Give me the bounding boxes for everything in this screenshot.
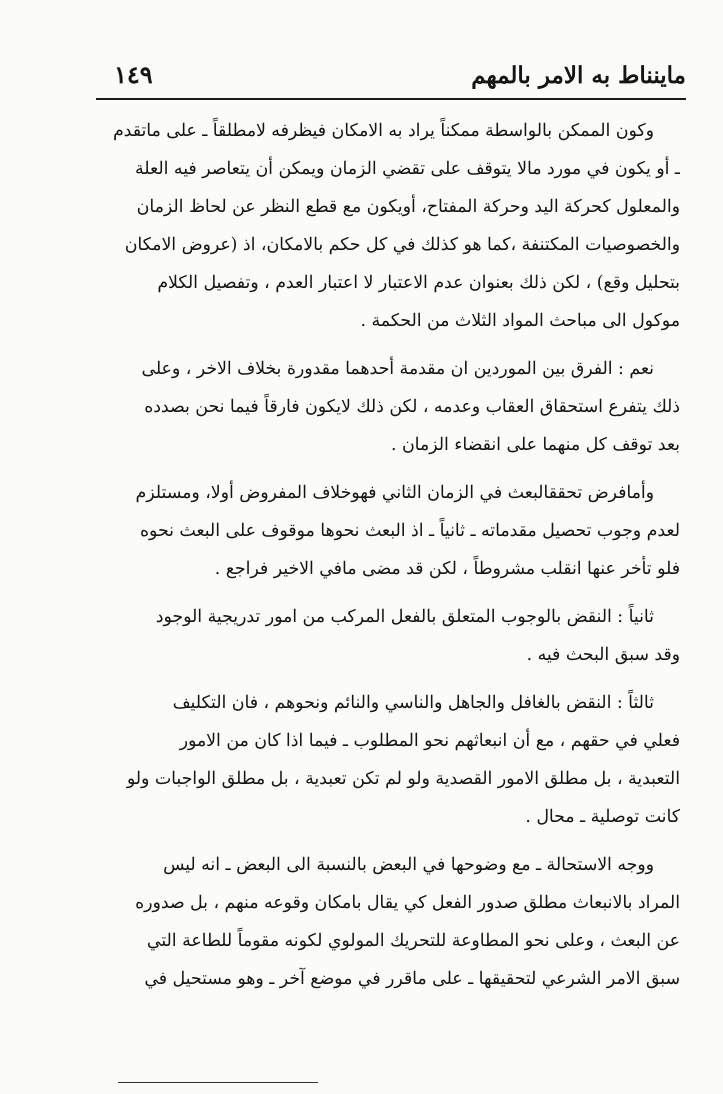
footer-divider (118, 1082, 318, 1083)
text-line: لعدم وجوب تحصيل مقدماته ـ ثانياً ـ اذ البعث نحوها موقوف على البعث نحوه (139, 521, 680, 541)
text-line: المراد بالانبعاث مطلق صدور الفعل كي يقال بامكان وقوعه منهم ، بل صدوره (135, 893, 680, 913)
text-line: والمعلول كحركة اليد وحركة المفتاح، أويكون مع قطع النظر عن لحاظ الزمان (136, 197, 680, 217)
text-line: ثانياً : النقض بالوجوب المتعلق بالفعل المركب من امور تدريجية الوجود (155, 607, 654, 627)
paragraph (102, 684, 680, 836)
text-line: نعم : الفرق بين الموردين ان مقدمة أحدهما مقدورة بخلاف الاخر ، وعلى (141, 359, 654, 379)
text-line: فعلي في حقهم ، مع أن انبعاثهم نحو المطلوب ـ فيما اذا كان من الامور (179, 731, 680, 751)
text-line: وكون الممكن بالواسطة ممكناً يراد به الامكان فيظرفه لامطلقاً ـ على ماتقدم (112, 121, 654, 141)
text-line: موكول الى مباحث المواد الثلاث من الحكمة . (360, 311, 680, 331)
text-line: كانت توصلية ـ محال . (525, 807, 680, 827)
text-line: عن البعث ، وعلى نحو المطاوعة للتحريك المولوي لكونه مقوماً للطاعة التي (146, 931, 680, 951)
page-number: ١٤٩ (114, 60, 153, 89)
text-line: ـ أو يكون في مورد مالا يتوقف على تقضي الزمان ويمكن أن يتعاصر فيه العلة (135, 159, 680, 179)
text-line: ووجه الاستحالة ـ مع وضوحها في البعض بالنسبة الى البعض ـ انه ليس (163, 855, 654, 875)
paragraph (102, 598, 680, 674)
text-line: فلو تأخر عنها انقلب مشروطاً ، لكن قد مضى مافي الاخير فراجع . (214, 559, 680, 579)
page-header (96, 58, 686, 100)
text-line: والخصوصيات المكتنفة ،كما هو كذلك في كل حكم بالامكان، اذ (عروض الامكان (124, 235, 680, 255)
text-line: وقد سبق البحث فيه . (526, 645, 680, 665)
paragraph (102, 350, 680, 464)
text-line: ذلك يتفرع استحقاق العقاب وعدمه ، لكن ذلك لايكون فارقاً فيما نحن بصدده (144, 397, 680, 417)
paragraph (102, 474, 680, 588)
text-line: سبق الامر الشرعي لتحقيقها ـ على ماقرر في موضع آخر ـ وهو مستحيل في (144, 969, 680, 989)
text-line: ثالثاً : النقض بالغافل والجاهل والناسي والنائم ونحوهم ، فان التكليف (172, 693, 654, 713)
paragraph (102, 846, 680, 998)
paragraph (102, 112, 680, 340)
page-body (102, 112, 680, 1008)
text-line: التعبدية ، بل مطلق الامور القصدية ولو لم تكن تعبدية ، بل مطلق الواجبات ولو (126, 769, 680, 789)
running-title: ماينناط به الامر بالمهم (471, 62, 686, 89)
text-line: بعد توقف كل منهما على انقضاء الزمان . (390, 435, 680, 455)
text-line: وأمافرض تحققالبعث في الزمان الثاني فهوخلاف المفروض أولا، ومستلزم (135, 483, 654, 503)
text-line: بتحليل وقع) ، لكن ذلك بعنوان عدم الاعتبار لا اعتبار العدم ، وتفصيل الكلام (157, 273, 680, 293)
